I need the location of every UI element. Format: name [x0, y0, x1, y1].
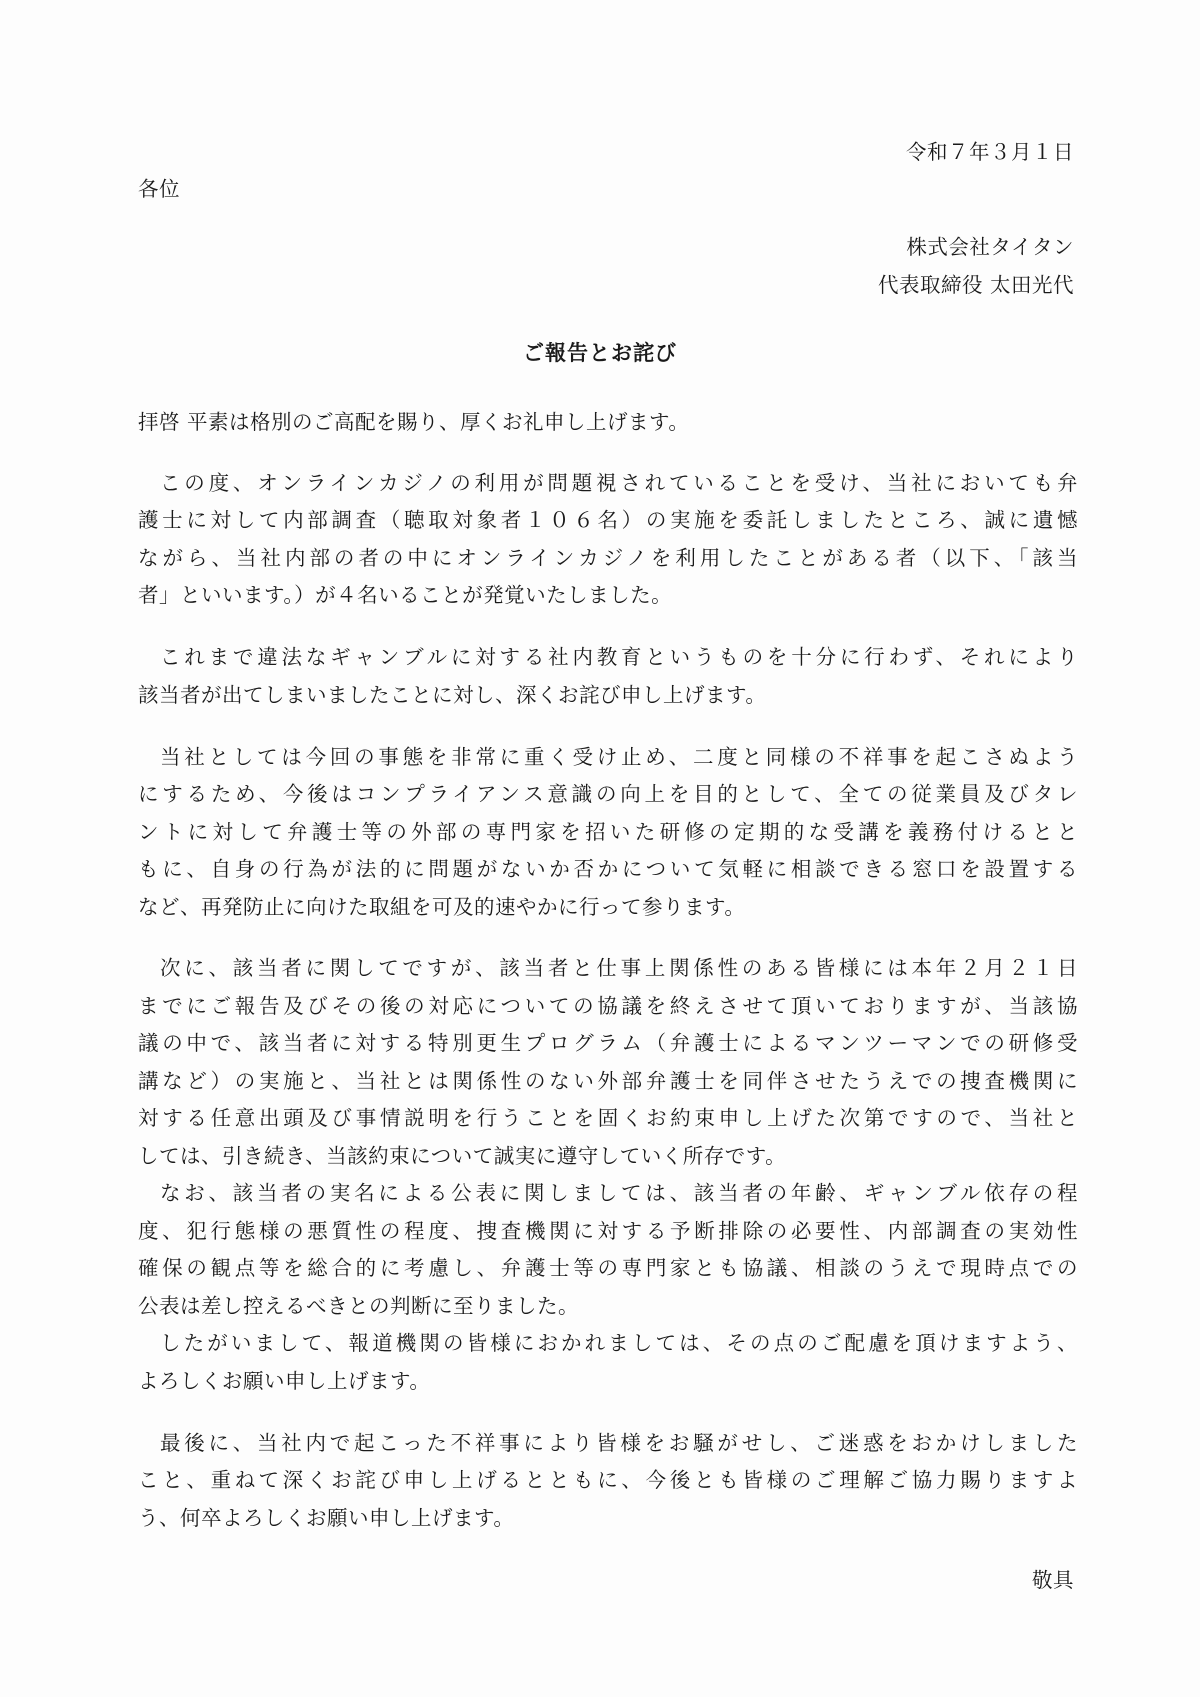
paragraph-4-line-3: 議の中で、該当者に対する特別更生プログラム（弁護士によるマンツーマンでの研修受 — [138, 1031, 1078, 1055]
paragraph-3-line-3: ントに対して弁護士等の外部の専門家を招いた研修の定期的な受講を義務付けるとと — [138, 820, 1078, 844]
paragraph-5-line-3: 確保の観点等を総合的に考慮し、弁護士等の専門家とも協議、相談のうえで現時点での — [138, 1256, 1078, 1280]
paragraph-5-line-4: 公表は差し控えるべきとの判断に至りました。 — [138, 1294, 579, 1318]
paragraph-6-line-2: よろしくお願い申し上げます。 — [138, 1369, 431, 1393]
paragraph-4-line-1: 次に、該当者に関してですが、該当者と仕事上関係性のある皆様には本年２月２１日 — [160, 956, 1078, 980]
greeting: 拝啓 平素は格別のご高配を賜り、厚くお礼申し上げます。 — [138, 410, 690, 434]
paragraph-7-line-1: 最後に、当社内で起こった不祥事により皆様をお騒がせし、ご迷惑をおかけしました — [160, 1431, 1078, 1455]
paragraph-7-line-3: う、何卒よろしくお願い申し上げます。 — [138, 1506, 515, 1530]
paragraph-4-line-4: 講など）の実施と、当社とは関係性のない外部弁護士を同伴させたうえでの捜査機関に — [138, 1069, 1078, 1093]
paragraph-4-line-2: までにご報告及びその後の対応についての協議を終えさせて頂いておりますが、当該協 — [138, 994, 1078, 1018]
paragraph-6-line-1: したがいまして、報道機関の皆様におかれましては、その点のご配慮を頂けますよう、 — [160, 1331, 1078, 1355]
company-name: 株式会社タイタン — [906, 235, 1074, 259]
paragraph-2-line-1: これまで違法なギャンブルに対する社内教育というものを十分に行わず、それにより — [160, 645, 1078, 669]
signer: 代表取締役 太田光代 — [877, 273, 1074, 297]
date: 令和７年３月１日 — [906, 140, 1074, 164]
page-title: ご報告とお詫び — [523, 340, 677, 365]
paragraph-1-line-1: この度、オンラインカジノの利用が問題視されていることを受け、当社においても弁 — [160, 471, 1078, 495]
addressee: 各位 — [138, 177, 180, 201]
paragraph-5-line-2: 度、犯行態様の悪質性の程度、捜査機関に対する予断排除の必要性、内部調査の実効性 — [138, 1219, 1078, 1243]
paragraph-2-line-2: 該当者が出てしまいましたことに対し、深くお詫び申し上げます。 — [138, 683, 767, 707]
paragraph-4-line-6: しては、引き続き、当該約束について誠実に遵守していく所存です。 — [138, 1144, 787, 1168]
paragraph-1-line-4: 者」といいます。）が４名いることが発覚いたしました。 — [138, 583, 673, 607]
paragraph-1-line-3: ながら、当社内部の者の中にオンラインカジノを利用したことがある者（以下、「該当 — [138, 546, 1078, 570]
paragraph-1-line-2: 護士に対して内部調査（聴取対象者１０６名）の実施を委託しましたところ、誠に遺憾 — [138, 508, 1078, 532]
paragraph-3-line-2: にするため、今後はコンプライアンス意識の向上を目的として、全ての従業員及びタレ — [138, 782, 1078, 806]
paragraph-3-line-1: 当社としては今回の事態を非常に重く受け止め、二度と同様の不祥事を起こさぬよう — [160, 745, 1078, 769]
paragraph-5-line-1: なお、該当者の実名による公表に関しましては、該当者の年齢、ギャンブル依存の程 — [160, 1181, 1078, 1205]
paragraph-4-line-5: 対する任意出頭及び事情説明を行うことを固くお約束申し上げた次第ですので、当社と — [138, 1106, 1078, 1130]
paragraph-7-line-2: こと、重ねて深くお詫び申し上げるとともに、今後とも皆様のご理解ご協力賜りますよ — [138, 1468, 1078, 1492]
closing: 敬具 — [1032, 1568, 1074, 1592]
paragraph-3-line-4: もに、自身の行為が法的に問題がないか否かについて気軽に相談できる窓口を設置する — [138, 857, 1078, 881]
paragraph-3-line-5: など、再発防止に向けた取組を可及的速やかに行って参ります。 — [138, 895, 746, 919]
